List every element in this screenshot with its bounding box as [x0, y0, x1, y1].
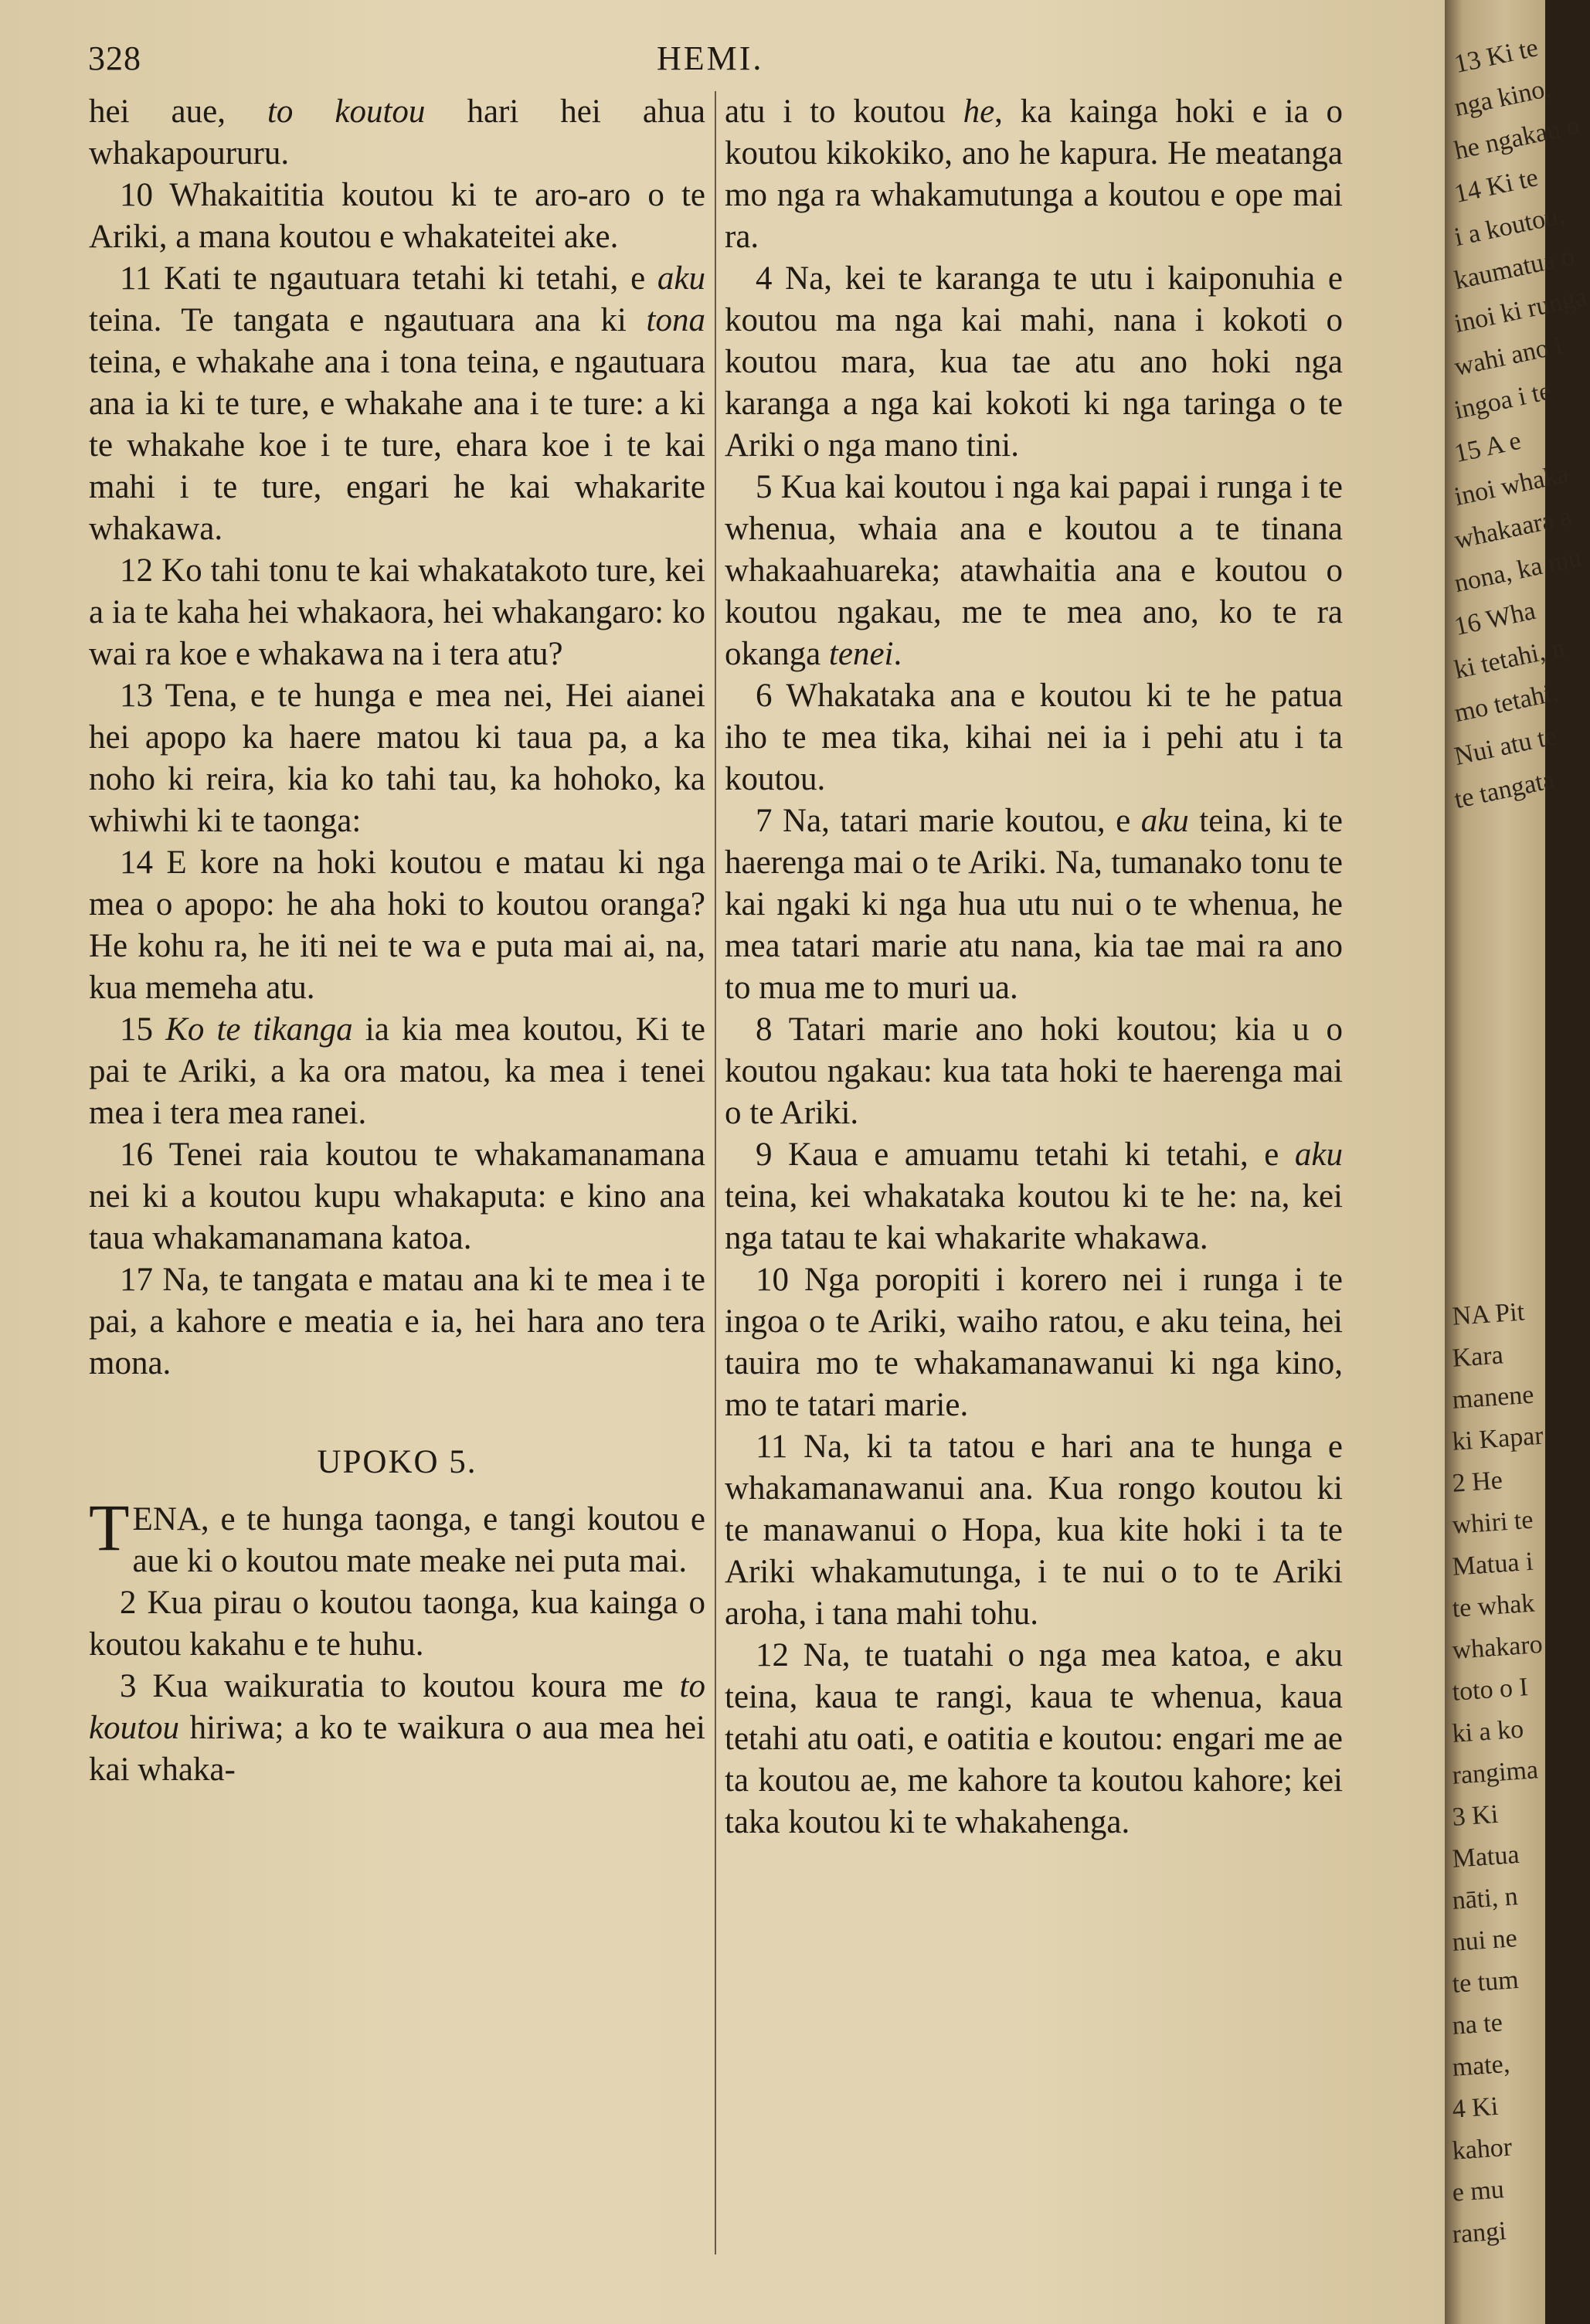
left-verse-paragraph: 12 Ko tahi tonu te kai whakatakoto ture, kei a ia te kaha hei whakaora, hei whakangaro: ko wai ra koe e whakawa na i tera atu? [89, 552, 705, 672]
adjacent-page-fragment: mate, [1451, 2049, 1511, 2082]
chapter-verse-paragraph: ENA, e te hunga taonga, e tangi koutou e aue ki o koutou mate meake nei puta mai. [132, 1501, 705, 1579]
page-number: 328 [88, 39, 141, 77]
right-verse-paragraph: 6 Whakataka ana e koutou ki te he patua iho te mea tika, kihai nei ia i pehi atu i ta koutou. [725, 678, 1343, 797]
left-verse-paragraph: 15 Ko te tikanga ia kia mea koutou, Ki te pai te Ariki, a ka ora matou, ka mea i tenei mea i tera mea ranei. [89, 1011, 705, 1131]
adjacent-page-fragment: NA Pit [1451, 1297, 1526, 1331]
adjacent-page-fragment: te tangata [1452, 765, 1558, 815]
right-verse-paragraph: atu i to koutou he, ka kainga hoki e ia o koutou kikokiko, ano he kapura. He meatanga mo nga ra whakamutunga a koutou e ope mai ra. [725, 93, 1343, 255]
adjacent-page-fragment: he ngakau o [1452, 110, 1582, 166]
right-column [725, 91, 1343, 1843]
adjacent-page-fragment: nui ne [1451, 1924, 1518, 1957]
adjacent-page-fragment: Matua i [1451, 1547, 1534, 1582]
left-verse-paragraph: 13 Tena, e te hunga e mea nei, Hei aianei hei apopo ka haere matou ki taua pa, a ka noho ki reira, kia ko tahi tau, ka hohoko, ka whiwhi ki te taonga: [89, 678, 705, 839]
adjacent-page-fragment: manene [1451, 1380, 1535, 1415]
adjacent-page-fragment: Matua [1451, 1840, 1520, 1874]
adjacent-page-fragment: ki a ko [1451, 1714, 1525, 1748]
right-verse-paragraph: 5 Kua kai koutou i nga kai papai i runga i te whenua, whaia ana e koutou a te tinana whakaahuareka; atawhaitia ana e koutou o koutou ngakau, me te mea ano, ko te ra okanga tenei. [725, 469, 1343, 672]
chapter-verse-paragraph: 3 Kua waikuratia to koutou koura me to koutou hiriwa; a ko te waikura o aua mea hei kai whaka- [89, 1668, 705, 1788]
adjacent-page-fragment: te whak [1451, 1588, 1536, 1623]
adjacent-page-fragment: kaumatua o [1452, 242, 1578, 296]
adjacent-page-fragment: na te [1451, 2008, 1503, 2040]
right-column-verses [725, 91, 1343, 1843]
adjacent-page-fragment: nona, ka mu [1452, 543, 1585, 599]
adjacent-page-fragment: 16 Wha [1452, 596, 1538, 642]
adjacent-page-fragment: toto o I [1451, 1673, 1529, 1707]
chapter-verse-paragraph: 2 Kua pirau o koutou taonga, kua kainga o koutou kakahu e te huhu. [89, 1585, 705, 1663]
adjacent-page-fragment: 15 A e [1452, 426, 1524, 469]
left-column [89, 91, 705, 1791]
adjacent-page-fragment: Kara [1451, 1340, 1504, 1373]
adjacent-page-fragment: nāti, n [1451, 1882, 1519, 1915]
adjacent-page-fragment: ingoa i te [1452, 376, 1554, 426]
adjacent-page-fragment: inoi ki runga [1452, 282, 1589, 339]
right-verse-paragraph: 7 Na, tatari marie koutou, e aku teina, ki te haerenga mai o te Ariki. Na, tumanako tonu te kai ngaki ki nga hua utu nui o te whenua, he mea tatari marie atu nana, kia tae mai ra ano to mua me to muri ua. [725, 803, 1343, 1006]
adjacent-page-fragment: Nui atu te [1452, 721, 1560, 772]
chapter-5-verses [89, 1490, 705, 1791]
adjacent-page-fragment: i a koutou, [1452, 200, 1568, 253]
left-column-verses [89, 91, 705, 1385]
adjacent-page-fragment: rangi [1451, 2217, 1507, 2249]
right-verse-paragraph: 12 Na, te tuatahi o nga mea katoa, e aku teina, kaua te rangi, kaua te whenua, kaua tetahi atu oati, e oatitia e koutou: engari me ae ta koutou ae, me kahore ta koutou kahore; kei taka koutou ki te whakahenga. [725, 1637, 1343, 1840]
left-verse-paragraph: hei aue, to koutou hari hei ahua whakapoururu. [89, 93, 705, 172]
adjacent-page-fragment: rangima [1451, 1755, 1540, 1790]
left-verse-paragraph: 16 Tenei raia koutou te whakamanamana nei ki a koutou kupu whakaputa: e kino ana taua whakamanamana katoa. [89, 1137, 705, 1256]
right-verse-paragraph: 9 Kaua e amuamu tetahi ki tetahi, e aku teina, kei whakataka koutou ki te he: na, kei nga tatau te kai whakarite whakawa. [725, 1137, 1343, 1256]
right-verse-paragraph: 10 Nga poropiti i korero nei i runga i te ingoa o te Ariki, waiho ratou, e aku teina, hei tauira mo te whakamanawanui ki nga kino, mo te tatari marie. [725, 1262, 1343, 1423]
adjacent-page-fragment: wahi ano i [1452, 331, 1565, 382]
left-verse-paragraph: 11 Kati te ngautuara tetahi ki tetahi, e aku teina. Te tangata e ngautuara ana ki tona teina, e whakahe ana i tona teina, e ngautuara ana ia ki te ture, e whakahe ana i te ture: a ki te whakahe koe i te ture, ehara koe i te kai mahi i te ture, engari he kai whakarite whakawa. [89, 260, 705, 547]
left-verse-paragraph: 10 Whakaititia koutou ki te aro-aro o te Ariki, a mana koutou e whakateitei ake. [89, 177, 705, 255]
adjacent-page-fragment: whakaro [1451, 1629, 1544, 1665]
column-divider [715, 91, 716, 2254]
right-verse-paragraph: 8 Tatari marie ano hoki koutou; kia u o koutou ngakau: kua tata hoki te haerenga mai o te Ariki. [725, 1011, 1343, 1131]
left-verse-paragraph: 17 Na, te tangata e matau ana ki te mea i te pai, a kahore e meatia e ia, hei hara ano tera mona. [89, 1262, 705, 1381]
adjacent-page-fragment: 14 Ki te [1452, 163, 1541, 209]
right-verse-paragraph: 4 Na, kei te karanga te utu i kaiponuhia e koutou ma nga kai mahi, nana i kokoti o koutou mara, kua tae atu ano hoki nga karanga a nga kai kokoti ki nga taringa o te Ariki o nga mano tini. [725, 260, 1343, 464]
chapter-heading: UPOKO 5. [317, 1444, 477, 1480]
left-verse-paragraph: 14 E kore na hoki koutou e matau ki nga mea o apopo: he aha hoki to koutou oranga? He kohu ra, he iti nei te wa e puta mai ai, na, kua memeha atu. [89, 844, 705, 1006]
adjacent-page-fragment: whiri te [1451, 1505, 1534, 1540]
drop-cap: T [89, 1490, 130, 1565]
adjacent-page-fragment: ki tetahi, n [1452, 633, 1568, 685]
adjacent-page-fragment: 3 Ki [1451, 1799, 1500, 1832]
adjacent-page-fragment: 4 Ki [1451, 2091, 1500, 2124]
adjacent-page-fragment: 2 He [1451, 1466, 1503, 1498]
running-header [85, 39, 1352, 85]
adjacent-page-fragment: 13 Ki te [1452, 33, 1541, 80]
running-title: HEMI. [657, 39, 764, 77]
adjacent-page-fragment: whakaara a [1452, 501, 1575, 556]
adjacent-page-fragment: mo tetahi, [1452, 678, 1561, 729]
adjacent-page-fragment: ki Kapar [1451, 1421, 1544, 1456]
adjacent-page-fragment: kahor [1451, 2132, 1514, 2166]
adjacent-page-fragment: e mu [1451, 2175, 1505, 2207]
right-verse-paragraph: 11 Na, ki ta tatou e hari ana te hunga e whakamanawanui ana. Kua rongo koutou ki te manawanui o Hopa, kua kite hoki i ta te Ariki whakamutunga, i te nui o to te Ariki aroha, i tana mahi tohu. [725, 1429, 1343, 1632]
adjacent-page-fragment: nga kino, [1452, 73, 1554, 123]
adjacent-page-edge [1445, 0, 1589, 2324]
adjacent-page-fragment: inoi whaka [1452, 459, 1571, 512]
adjacent-page-fragment: te tum [1451, 1965, 1520, 1999]
